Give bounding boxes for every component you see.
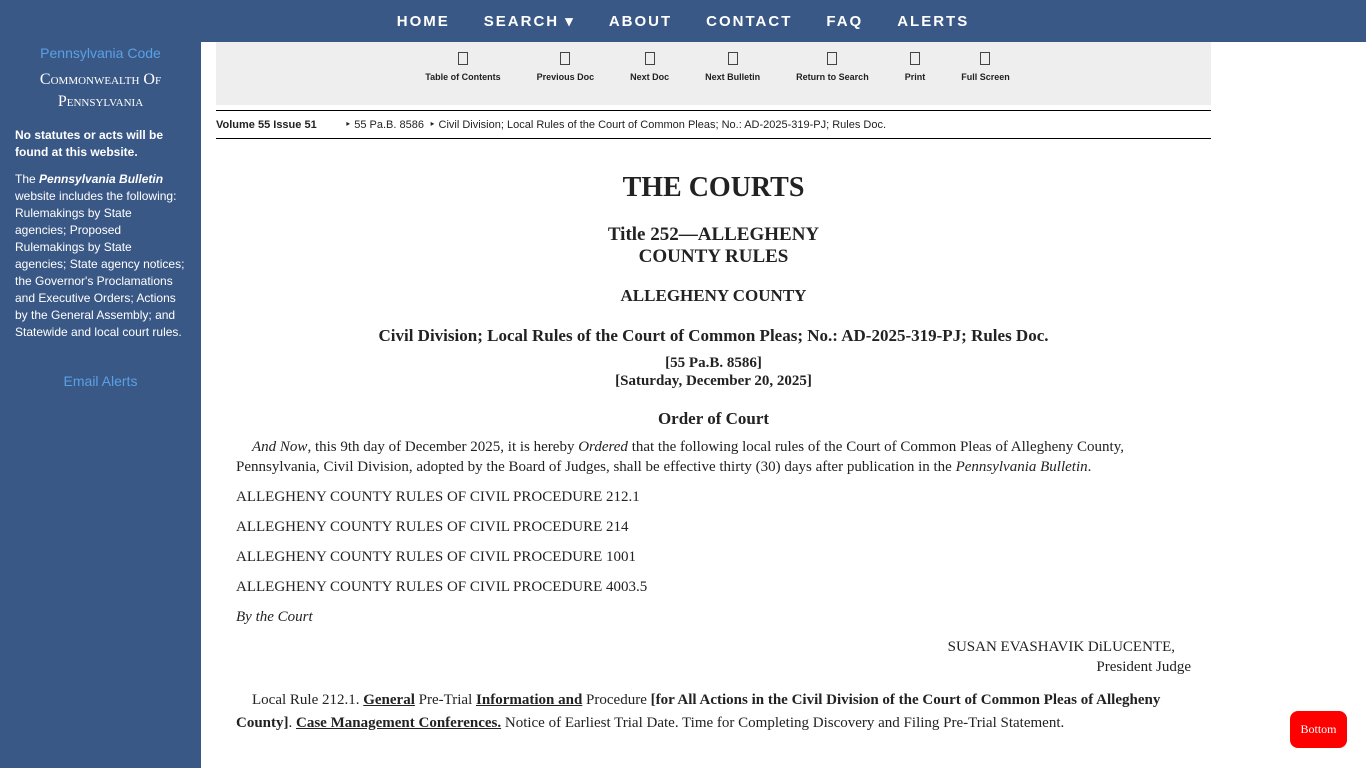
nav-faq[interactable]: FAQ bbox=[826, 12, 864, 30]
sidebar-title bbox=[0, 69, 201, 113]
sidebar bbox=[0, 42, 201, 768]
county: ALLEGHENY COUNTY bbox=[620, 286, 807, 305]
top-nav bbox=[0, 0, 1366, 42]
t: Pre-Trial bbox=[414, 692, 477, 708]
pennsylvania-code-logo[interactable]: Pennsylvania Code bbox=[40, 45, 161, 61]
nav-about[interactable]: ABOUT bbox=[608, 12, 673, 30]
label: Next Doc bbox=[630, 72, 670, 82]
order-paragraph bbox=[236, 437, 1191, 477]
t: . bbox=[288, 715, 297, 731]
judge-title: President Judge bbox=[1096, 659, 1191, 675]
nav-contact[interactable]: CONTACT bbox=[706, 12, 793, 30]
doc-heading: Civil Division; Local Rules of the Court of Common Pleas; No.: AD-2025-319-PJ; Rules Doc. bbox=[378, 326, 1049, 345]
doc-toolbar bbox=[216, 42, 1211, 105]
rule-item: ALLEGHENY COUNTY RULES OF CIVIL PROCEDURE 214 bbox=[236, 519, 629, 535]
nav-search[interactable]: SEARCH ▾ bbox=[483, 13, 575, 30]
order-heading: Order of Court bbox=[657, 409, 770, 428]
return-to-search-button[interactable] bbox=[778, 42, 887, 105]
breadcrumb-doc: ‣ Civil Division; Local Rules of the Court of Common Pleas; No.: AD-2025-319-PJ; Rules Doc. bbox=[428, 119, 887, 131]
pub-date: [Saturday, December 20, 2025] bbox=[615, 373, 812, 389]
previous-doc-button[interactable] bbox=[519, 42, 613, 105]
local-rule-heading bbox=[236, 689, 1191, 735]
label: Table of Contents bbox=[425, 72, 501, 82]
t: , this 9th day of December 2025, it is hereby bbox=[307, 439, 579, 455]
next-bulletin-button[interactable] bbox=[687, 42, 778, 105]
by-the-court bbox=[236, 607, 1191, 627]
breadcrumb-cite[interactable]: ‣ 55 Pa.B. 8586 bbox=[344, 119, 424, 131]
t: And Now bbox=[252, 439, 308, 455]
rule-item: ALLEGHENY COUNTY RULES OF CIVIL PROCEDURE 212.1 bbox=[236, 489, 640, 505]
title-line-1: Commonwealth Of bbox=[39, 71, 162, 88]
email-alerts-link[interactable]: Email Alerts bbox=[63, 373, 138, 389]
label: Return to Search bbox=[796, 72, 869, 82]
label: Next Bulletin bbox=[705, 72, 761, 82]
t: that the following local rules of the Court of Common Pleas of Allegheny County, Pennsylvania, Civil Division, adopted by the Board of Judges, shall be effective thirty (30) days after publication in the bbox=[236, 439, 1124, 475]
desc-em: Pennsylvania Bulletin bbox=[39, 172, 164, 186]
t: Ordered bbox=[578, 439, 628, 455]
previous-icon bbox=[560, 52, 570, 65]
t: Case Management Conferences. bbox=[296, 715, 502, 731]
label: Print bbox=[904, 72, 926, 82]
breadcrumb bbox=[216, 110, 1211, 139]
t: . bbox=[1087, 459, 1092, 475]
title-line: Title 252—ALLEGHENY bbox=[607, 224, 820, 245]
title-line-2: Pennsylvania bbox=[57, 93, 144, 110]
full-screen-button[interactable] bbox=[943, 42, 1028, 105]
search-icon bbox=[827, 52, 837, 65]
desc-text: website includes the following: Rulemakings by State agencies; Proposed Rulemakings by State agencies; State agency notices; the Governor's Proclamations and Executive Orders; Actions by the General Assembly; and Statewide and local court rules. bbox=[15, 189, 185, 339]
rule-item: ALLEGHENY COUNTY RULES OF CIVIL PROCEDURE 1001 bbox=[236, 549, 636, 565]
title-line: COUNTY RULES bbox=[638, 246, 789, 267]
t: Information and bbox=[476, 692, 583, 708]
section-heading: THE COURTS bbox=[622, 172, 805, 203]
bulletin-icon bbox=[728, 52, 738, 65]
nav-home[interactable]: HOME bbox=[396, 12, 450, 30]
sidebar-description bbox=[15, 171, 186, 341]
table-of-contents-button[interactable] bbox=[407, 42, 518, 105]
rule-item: ALLEGHENY COUNTY RULES OF CIVIL PROCEDURE 4003.5 bbox=[236, 579, 648, 595]
desc-text: The bbox=[15, 172, 40, 186]
t: Procedure bbox=[582, 692, 651, 708]
scroll-bottom-button[interactable]: Bottom bbox=[1290, 711, 1347, 748]
t: By the Court bbox=[236, 609, 313, 625]
document-body bbox=[236, 170, 1191, 745]
t: Local Rule 212.1. bbox=[252, 692, 364, 708]
next-doc-button[interactable] bbox=[612, 42, 687, 105]
print-icon bbox=[910, 52, 920, 65]
sidebar-notice: No statutes or acts will be found at this website. bbox=[15, 128, 164, 159]
t: Pennsylvania Bulletin bbox=[955, 459, 1088, 475]
t: Notice of Earliest Trial Date. Time for Completing Discovery and Filing Pre-Trial Statement. bbox=[501, 715, 1065, 731]
citation: [55 Pa.B. 8586] bbox=[665, 355, 762, 371]
nav-alerts[interactable]: ALERTS bbox=[897, 12, 970, 30]
next-icon bbox=[645, 52, 655, 65]
judge-name: SUSAN EVASHAVIK DiLUCENTE, bbox=[947, 639, 1175, 655]
toc-icon bbox=[458, 52, 468, 65]
breadcrumb-volume[interactable]: Volume 55 Issue 51 bbox=[216, 118, 317, 131]
signature bbox=[236, 637, 1191, 677]
label: Previous Doc bbox=[536, 72, 595, 82]
label: Full Screen bbox=[961, 72, 1010, 82]
t: General bbox=[363, 692, 415, 708]
fullscreen-icon bbox=[980, 52, 990, 65]
print-button[interactable] bbox=[887, 42, 944, 105]
t: [for All Actions in the Civil Division of the Court of Common Pleas of Allegheny County] bbox=[236, 692, 1161, 731]
